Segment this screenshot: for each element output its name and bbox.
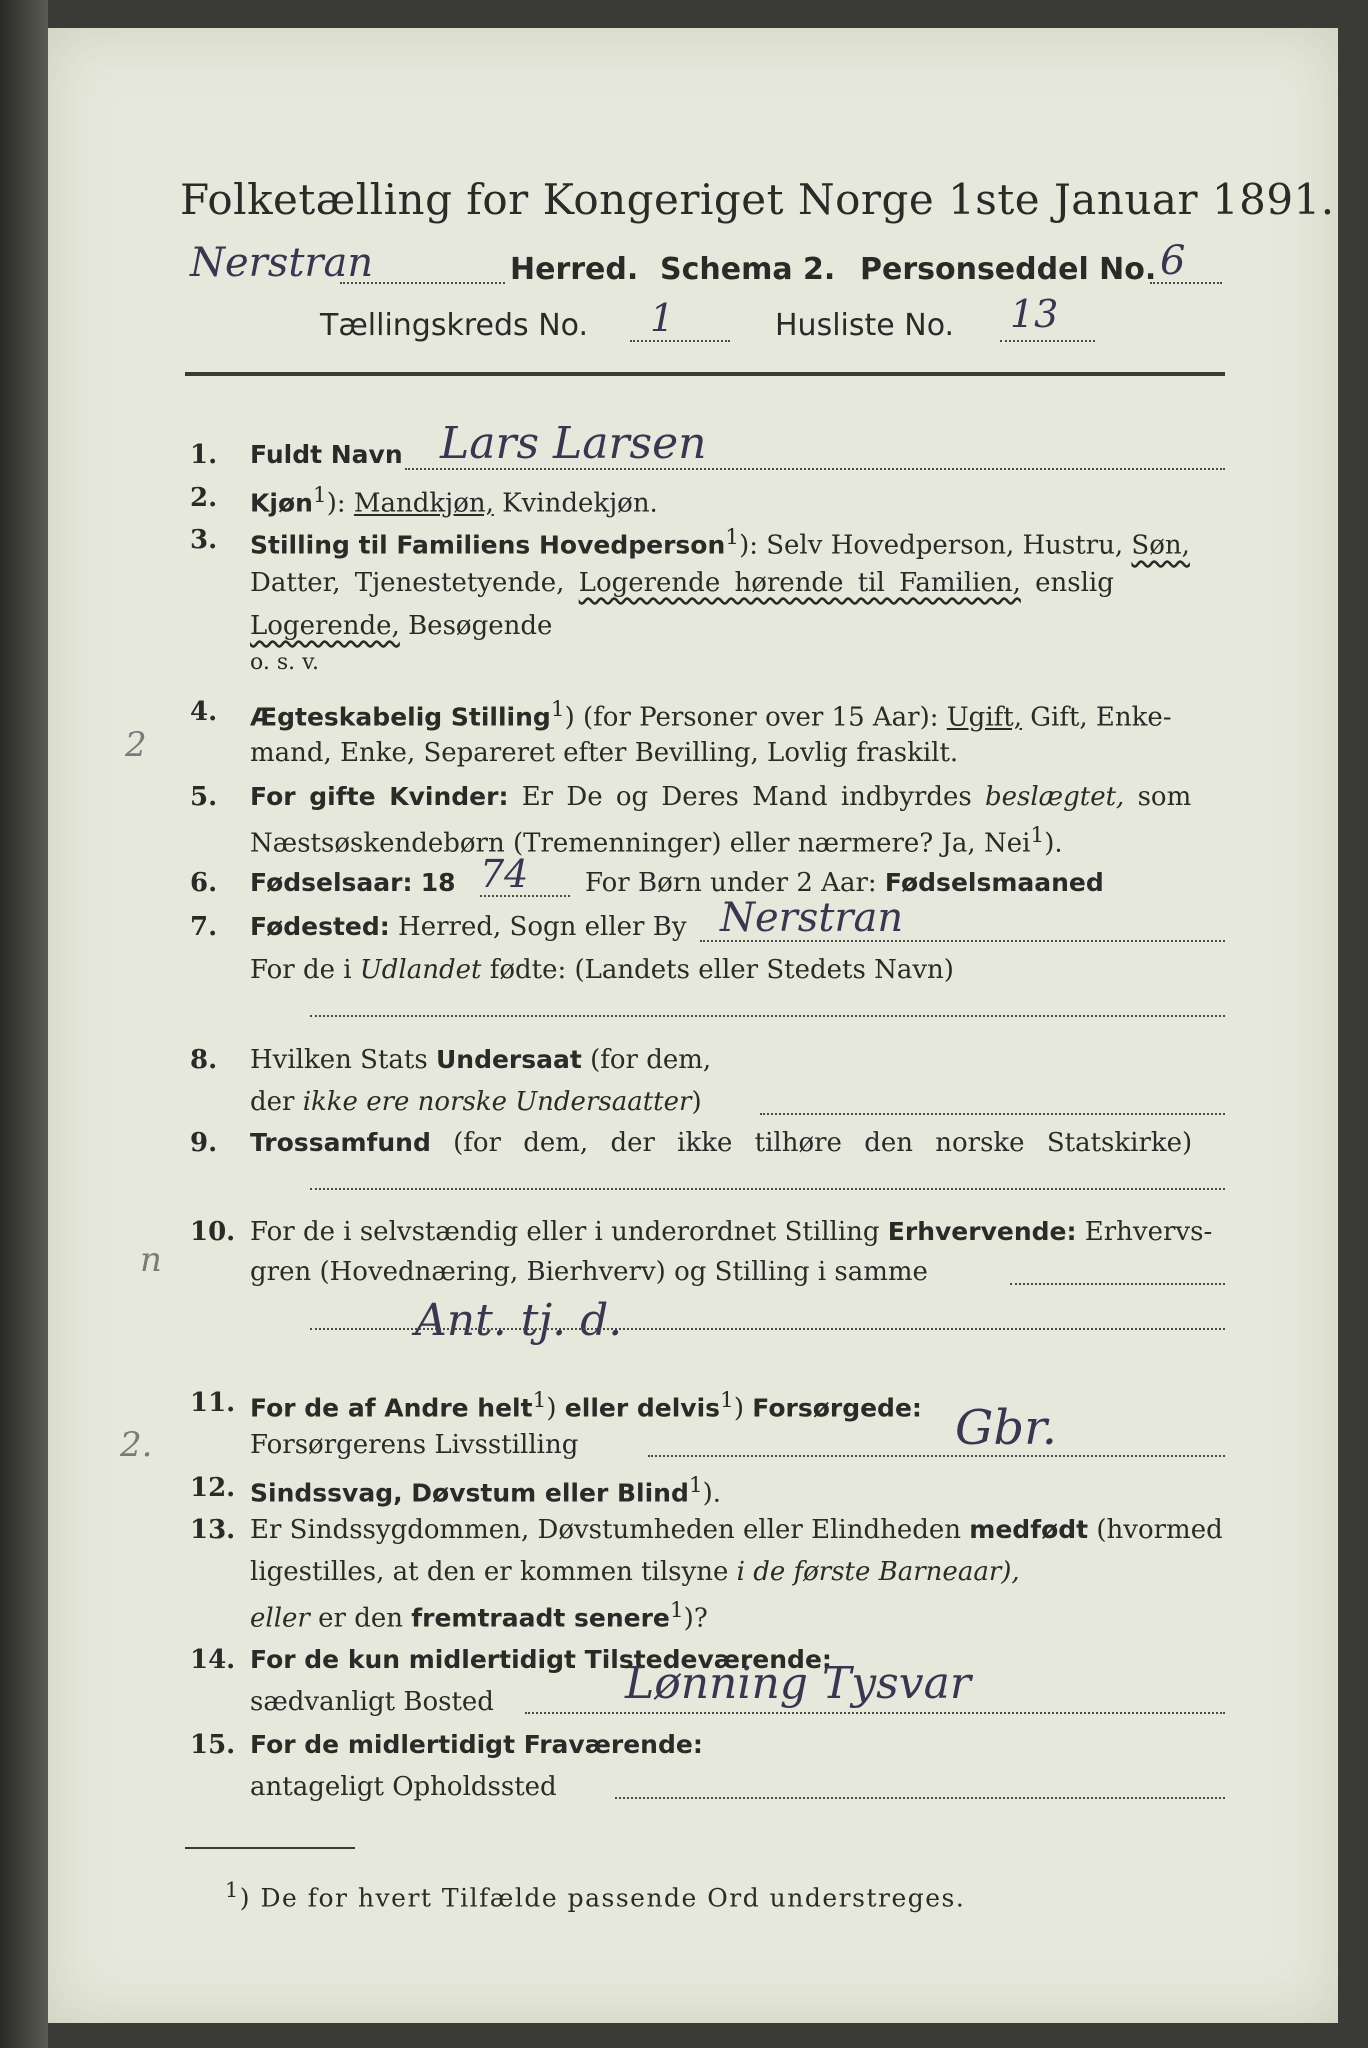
q2-line: Kjøn$^1$): Mandkjøn, Kvindekjøn.: [250, 483, 658, 519]
q9-number: 9.: [190, 1128, 218, 1158]
q13-eller: eller: [250, 1603, 310, 1634]
q3-line3: [250, 611, 1225, 641]
q13-medfodt: medfødt: [969, 1515, 1089, 1544]
herred-dots: [340, 282, 505, 284]
q6-under2: [585, 868, 1104, 898]
q13-line1: [250, 1515, 1225, 1545]
q6-prefix: 18: [420, 868, 456, 897]
q4-line1: Ægteskabelig Stilling$^1$) (for Personer over 15 Aar): Ugift, Gift, Enke-: [250, 697, 1172, 733]
herred-value: Nerstran: [190, 240, 374, 286]
kreds-dots: [630, 340, 730, 342]
q14-line1: For de kun midlertidigt Tilstedeværende:: [250, 1645, 832, 1674]
q8-number: 8.: [190, 1045, 218, 1075]
form-title: Folketælling for Kongeriget Norge 1ste Januar 1891.: [180, 175, 1335, 224]
q7-udlandet: Udlandet: [359, 955, 482, 985]
q6-label2: For Børn under 2 Aar:: [585, 868, 877, 898]
husliste-value: 13: [1010, 292, 1059, 336]
margin-note-q4: 2: [125, 725, 147, 765]
q10-number: 10.: [190, 1217, 236, 1247]
q5-line1: [250, 782, 1225, 812]
q6-dots: [480, 895, 570, 897]
q11-dots: [648, 1455, 1225, 1457]
q8-line1: [250, 1045, 1225, 1075]
q13-line3a: er den: [318, 1603, 403, 1634]
q9-label: Trossamfund: [250, 1128, 431, 1157]
q3-options-1: Selv Hovedperson, Hustru,: [766, 530, 1124, 561]
personseddel-dots: [1150, 282, 1222, 284]
q14-line2: sædvanligt Bosted: [250, 1687, 494, 1717]
q1-number: 1.: [190, 440, 218, 470]
q2-label: Kjøn: [250, 488, 313, 518]
q5-label: For gifte Kvinder:: [250, 782, 509, 811]
q2-number: 2.: [190, 483, 218, 513]
q1-answer: Lars Larsen: [440, 418, 707, 469]
q15-line2: antageligt Opholdssted: [250, 1772, 557, 1802]
q8-dots: [760, 1113, 1225, 1115]
q3-line1: Stilling til Familiens Hovedperson$^1$): Selv Hovedperson, Hustru, Søn,: [250, 525, 1190, 561]
q7-line2a: For de i: [250, 955, 352, 985]
q6-label3: Fødselsmaaned: [884, 868, 1104, 897]
q9-line1: [250, 1128, 1225, 1158]
q7-dots-2: [310, 1015, 1225, 1017]
margin-note-q10: n: [140, 1240, 162, 1280]
q8-line2: der ikke ere norske Undersaatter): [250, 1087, 702, 1117]
kreds-label: Tællingskreds No.: [320, 308, 588, 343]
q4-label: Ægteskabelig Stilling: [250, 702, 551, 732]
q13-line2a: ligestilles, at den er kommen tilsyne: [250, 1557, 729, 1587]
q10-answer: Ant. tj. d.: [415, 1295, 623, 1346]
q3-options-2a: Datter, Tjenestetyende,: [250, 568, 565, 598]
q12-label: Sindssvag, Døvstum eller Blind: [250, 1478, 689, 1508]
q4-ugift: Ugift,: [946, 702, 1022, 733]
q10-erhvervende: Erhvervende:: [887, 1217, 1077, 1246]
q5-number: 5.: [190, 782, 218, 812]
q12-line: Sindssvag, Døvstum eller Blind$^1$).: [250, 1473, 722, 1509]
q11-forsorgede: Forsørgede:: [752, 1393, 922, 1423]
q7-text: Herred, Sogn eller By: [398, 912, 687, 942]
q5-text-a: Er De og Deres Mand indbyrdes: [521, 782, 972, 812]
q3-enslig: enslig: [1035, 568, 1114, 598]
q7-dots: [700, 940, 1225, 942]
q5-text-b: som: [1137, 782, 1192, 812]
q13-line1c: (hvormed: [1096, 1515, 1223, 1545]
q8-line2a: der: [250, 1087, 295, 1117]
q6-label: Fødselsaar:: [250, 868, 413, 897]
q7-line2: [250, 955, 1225, 985]
personseddel-value: 6: [1160, 238, 1186, 284]
q15-line1: For de midlertidigt Fraværende:: [250, 1730, 703, 1759]
q7-answer: Nerstran: [720, 895, 904, 941]
q2-mandkjon: Mandkjøn,: [353, 488, 494, 519]
personseddel-label: Personseddel No.: [860, 252, 1157, 287]
q15-dots: [615, 1797, 1225, 1799]
q5-line2: Næstsøskendebørn (Tremenninger) eller nærmere? Ja, Nei$^1$).: [250, 823, 1063, 859]
schema-label: Schema 2.: [660, 252, 836, 287]
q4-number: 4.: [190, 697, 218, 727]
footnote: $^1$) De for hvert Tilfælde passende Ord understreges.: [225, 1878, 966, 1913]
q8-line1a: Hvilken Stats: [250, 1045, 428, 1075]
q3-label: Stilling til Familiens Hovedperson: [250, 530, 726, 560]
q11-line1: For de af Andre helt$^1$) eller delvis$^1$) Forsørgede:: [250, 1388, 922, 1424]
q3-besogende: Besøgende: [408, 611, 553, 641]
herred-label: Herred.: [510, 252, 639, 287]
q13-line1a: Er Sindssygdommen, Døvstumheden eller Elindheden: [250, 1515, 962, 1545]
q7-number: 7.: [190, 912, 218, 942]
footnote-text: De for hvert Tilfælde passende Ord understreges.: [260, 1883, 966, 1913]
q6-number: 6.: [190, 868, 218, 898]
q7-line2b: fødte: (Landets eller Stedets Navn): [489, 955, 954, 985]
q11-line1a: For de af Andre helt: [250, 1393, 533, 1423]
q4-condition: (for Personer over 15 Aar):: [583, 702, 939, 733]
q6-year-value: 74: [480, 852, 529, 896]
q7-label: Fødested:: [250, 912, 390, 941]
q3-son: Søn,: [1131, 530, 1190, 561]
q8-line1c: (for dem,: [590, 1045, 712, 1075]
q5-beslaegtet: beslægtet,: [984, 782, 1125, 812]
q10-dots: [1010, 1283, 1225, 1285]
husliste-dots: [1000, 340, 1095, 342]
q9-dots: [310, 1188, 1225, 1190]
q11-number: 11.: [190, 1388, 236, 1418]
q10-line1: [250, 1217, 1225, 1247]
q8-line2i: ikke ere norske Undersaatter: [302, 1087, 692, 1117]
q15-number: 15.: [190, 1730, 236, 1760]
census-form-sheet: [48, 28, 1338, 2023]
q9-text: (for dem, der ikke tilhøre den norske Statskirke): [453, 1128, 1193, 1158]
header-rule: [185, 372, 1225, 376]
q2-sup: 1: [312, 483, 327, 508]
q10-line2: gren (Hovednæring, Bierhverv) og Stilling i samme: [250, 1257, 928, 1287]
q1-label: Fuldt Navn: [250, 440, 403, 469]
q13-fremtraadt: fremtraadt senere: [411, 1603, 670, 1633]
q5-text-2: Næstsøskendebørn (Tremenninger) eller nærmere? Ja, Nei: [250, 828, 1031, 859]
q4-gift: Gift, Enke-: [1030, 702, 1172, 733]
q11-line2: Forsørgerens Livsstilling: [250, 1430, 579, 1460]
q10-line1a: For de i selvstændig eller i underordnet Stilling: [250, 1217, 880, 1247]
q14-number: 14.: [190, 1645, 236, 1675]
q11-line1b: eller delvis: [564, 1393, 721, 1423]
q13-line3: eller er den fremtraadt senere$^1$)?: [250, 1598, 708, 1634]
q3-line2: [250, 568, 1225, 598]
q13-line2i: i de første Barneaar),: [736, 1557, 1020, 1587]
q10-dots-2: [310, 1328, 1225, 1330]
scan-edge: [0, 0, 48, 2048]
q3-number: 3.: [190, 525, 218, 555]
q8-undersaat: Undersaat: [435, 1045, 582, 1074]
q11-answer: Gbr.: [955, 1400, 1057, 1456]
q3-logerende: Logerende,: [250, 611, 400, 641]
margin-note-q11: 2.: [120, 1425, 153, 1465]
footnote-rule: [185, 1847, 355, 1849]
q13-number: 13.: [190, 1515, 236, 1545]
q14-dots: [525, 1712, 1225, 1714]
husliste-label: Husliste No.: [775, 308, 955, 343]
q3-line4: o. s. v.: [250, 650, 319, 675]
kreds-value: 1: [650, 296, 675, 340]
q2-kvindekjon: Kvindekjøn.: [502, 488, 658, 519]
q3-logerende-horende: Logerende hørende til Familien,: [578, 568, 1021, 598]
q4-line2: mand, Enke, Separeret efter Bevilling, Lovlig fraskilt.: [250, 738, 959, 768]
q14-answer: Lønning Tysvar: [625, 1658, 971, 1709]
q13-line2: [250, 1557, 1225, 1587]
q12-number: 12.: [190, 1473, 236, 1503]
q10-line1c: Erhvervs-: [1084, 1217, 1213, 1247]
